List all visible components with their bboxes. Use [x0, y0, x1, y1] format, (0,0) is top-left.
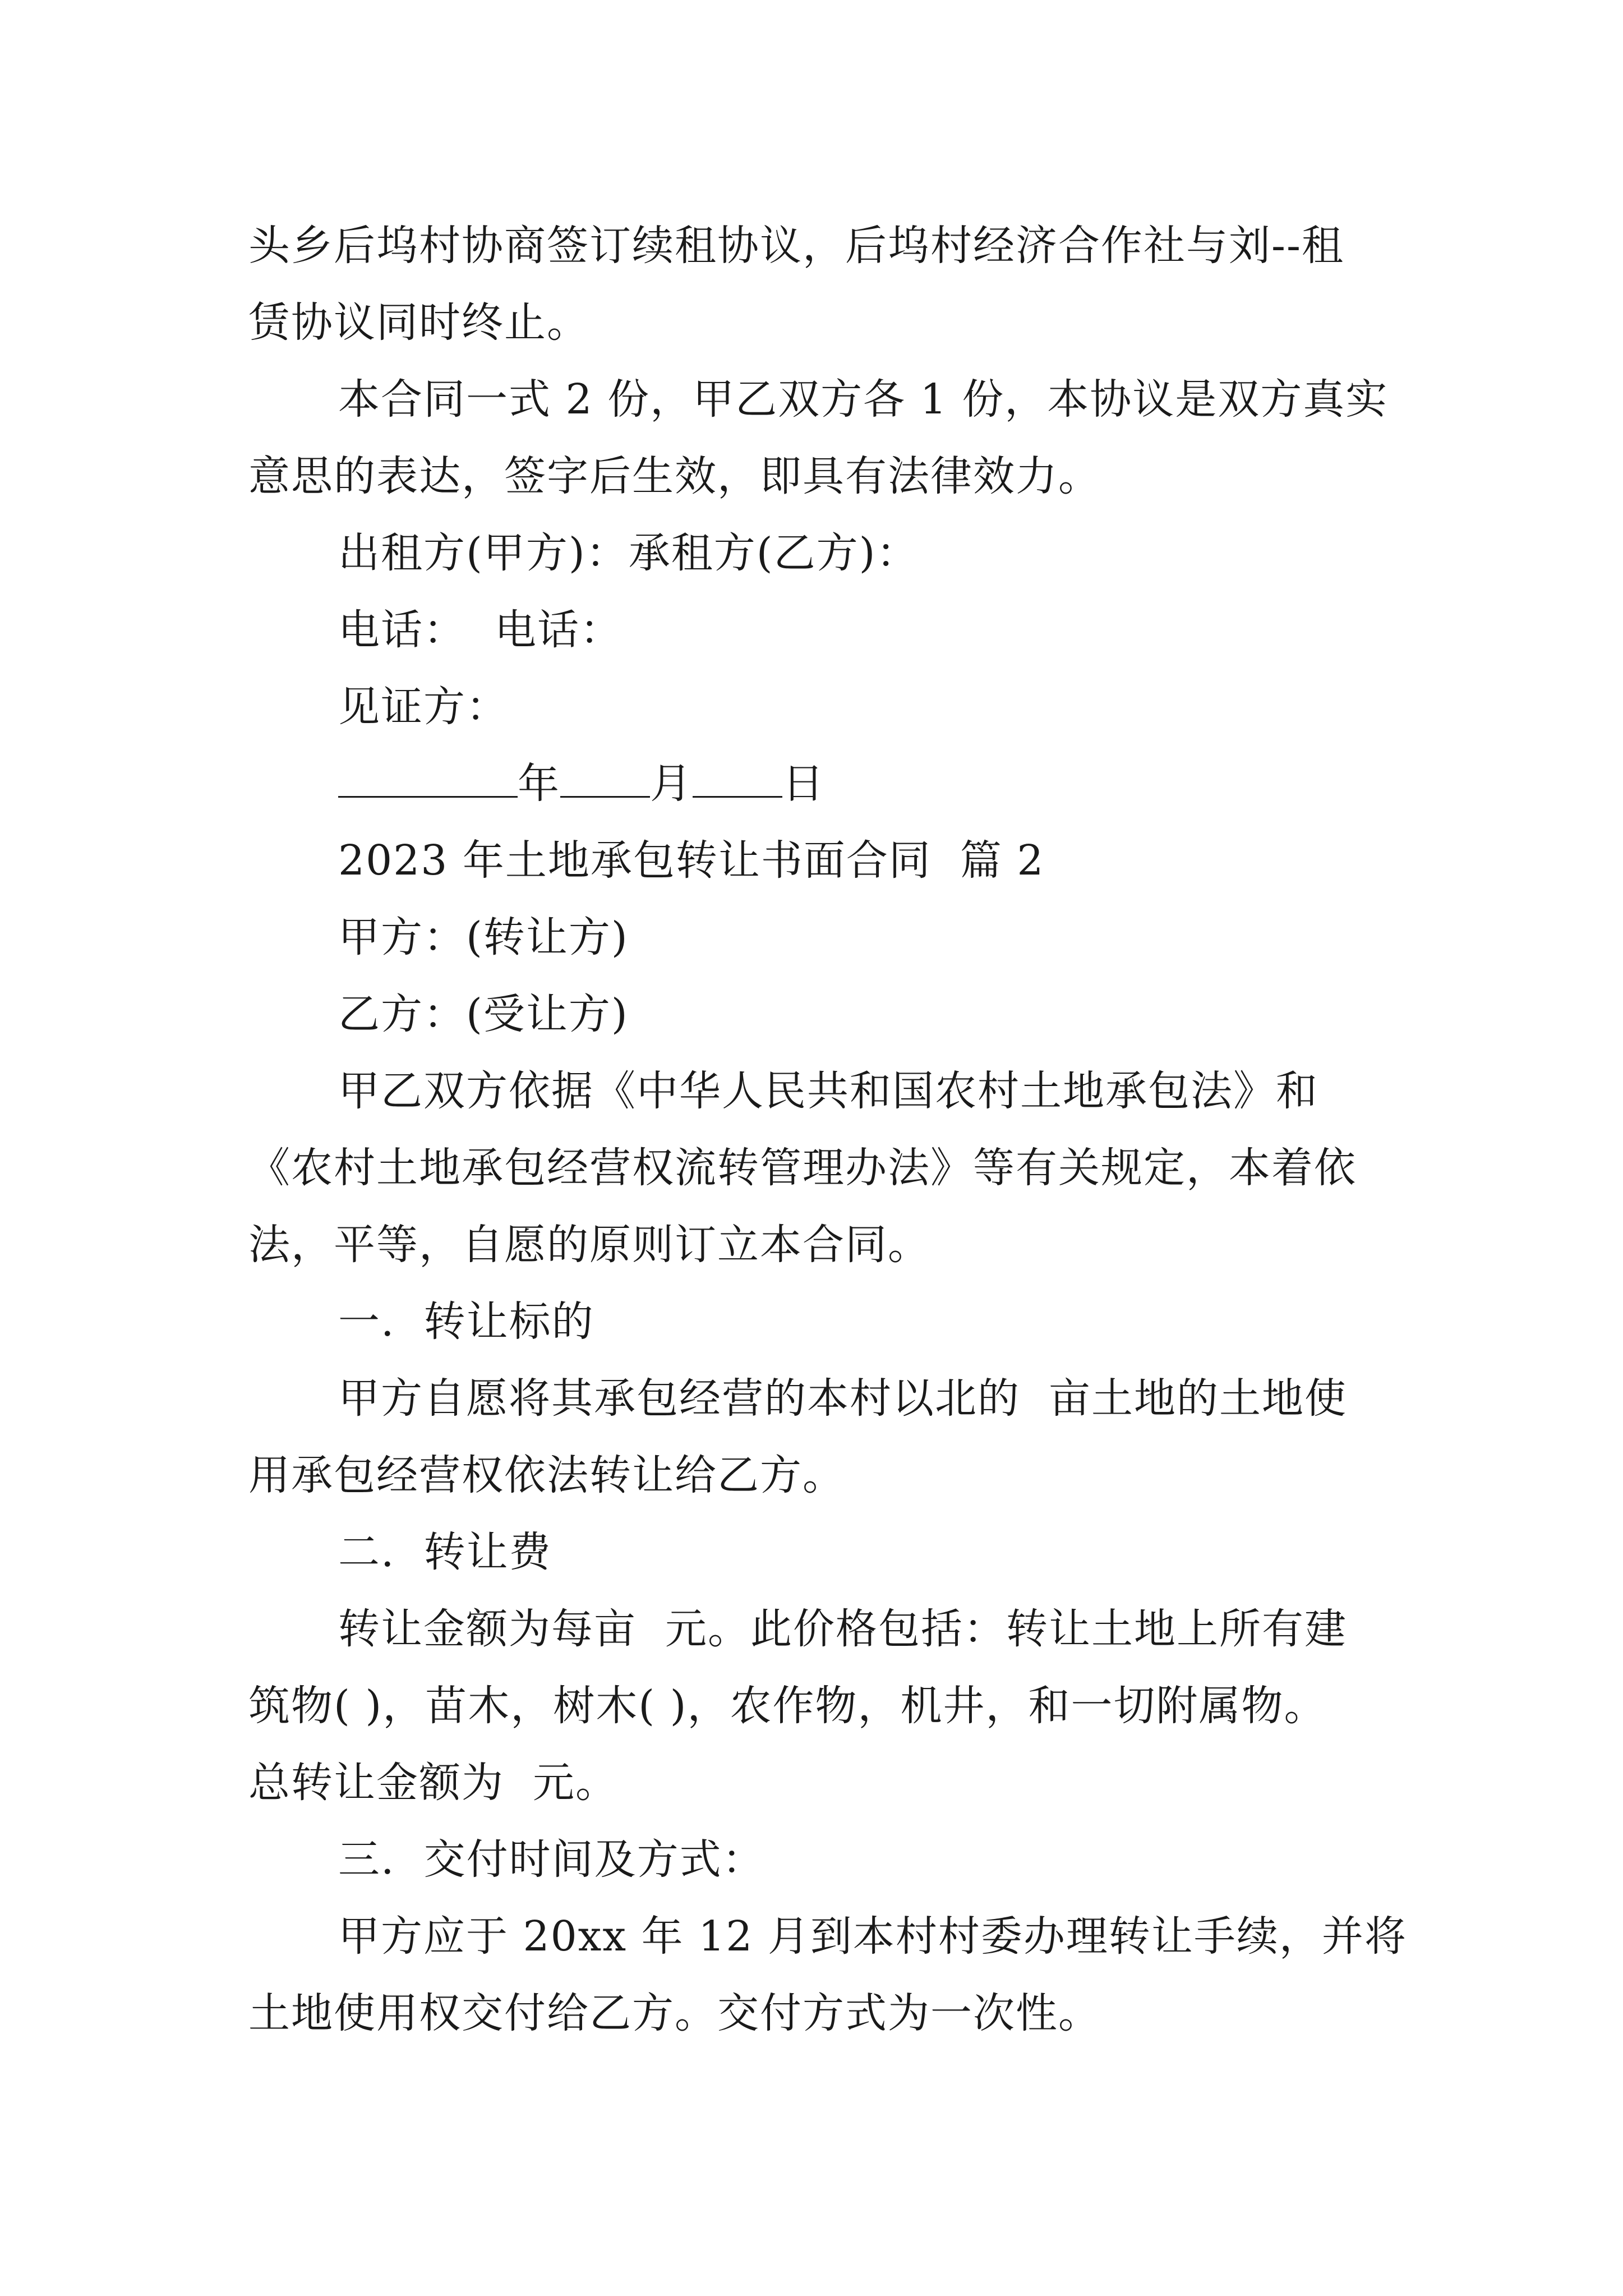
- text-line: 本合同一式 2 份，甲乙双方各 1 份，本协议是双方真实: [338, 375, 1389, 424]
- year-label: 年: [518, 760, 560, 808]
- text-line: 《农村土地承包经营权流转管理办法》等有关规定，本着依: [248, 1144, 1357, 1192]
- text-line: 甲乙双方依据《中华人民共和国农村土地承包法》和: [338, 1067, 1318, 1115]
- text-line: 法，平等，自愿的原则订立本合同。: [248, 1221, 930, 1269]
- clause-heading: 三. 交付时间及方式：: [338, 1835, 765, 1884]
- year-blank: [338, 751, 518, 798]
- date-line: [248, 746, 1393, 822]
- phone-line: 电话： 电话：: [338, 606, 623, 654]
- section-title: 2023 年土地承包转让书面合同 篇 2: [338, 836, 1045, 885]
- day-blank: [693, 751, 782, 798]
- text-line: 转让金额为每亩 元。此价格包括：转让土地上所有建: [338, 1605, 1348, 1653]
- witness-line: 见证方：: [338, 683, 509, 731]
- text-line: 甲方自愿将其承包经营的本村以北的 亩土地的土地使: [338, 1374, 1348, 1423]
- document-body: [248, 208, 1407, 2052]
- day-label: 日: [782, 760, 825, 808]
- text-line: 头乡后坞村协商签订续租协议，后坞村经济合作社与刘--租: [248, 222, 1345, 270]
- month-blank: [560, 751, 650, 798]
- text-line: 甲方应于 20xx 年 12 月到本村村委办理转让手续，并将: [338, 1912, 1407, 1961]
- signature-parties-line: 出租方(甲方)：承租方(乙方)：: [338, 529, 919, 577]
- text-line: 赁协议同时终止。: [248, 298, 589, 347]
- clause-heading: 二. 转让费: [338, 1528, 552, 1576]
- party-a-line: 甲方：(转让方): [338, 913, 629, 961]
- text-line: 筑物( )，苗木，树木( )，农作物，机井，和一切附属物。: [248, 1682, 1327, 1730]
- party-b-line: 乙方：(受让方): [338, 990, 629, 1038]
- text-line: 用承包经营权依法转让给乙方。: [248, 1451, 845, 1499]
- text-line: 意思的表达，签字后生效，即具有法律效力。: [248, 452, 1101, 500]
- text-line: 土地使用权交付给乙方。交付方式为一次性。: [248, 1989, 1101, 2037]
- month-label: 月: [650, 760, 693, 808]
- text-line: 总转让金额为 元。: [248, 1759, 619, 1807]
- clause-heading: 一. 转让标的: [338, 1297, 594, 1346]
